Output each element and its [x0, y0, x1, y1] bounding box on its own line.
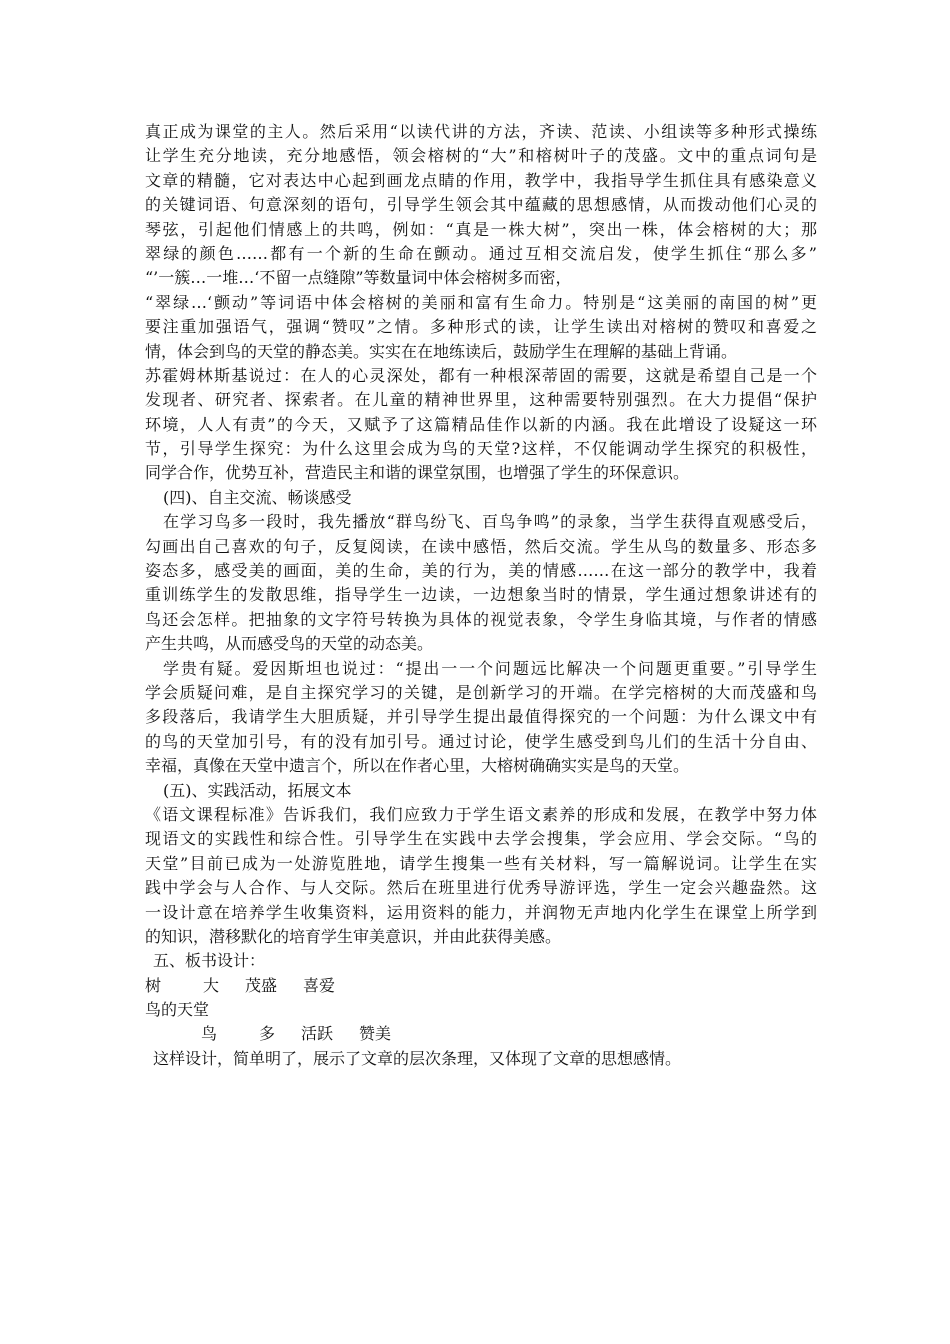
text-line: 学贵有疑。爱因斯坦也说过：“提出一一个问题远比解决一个问题更重要。”引导学生 — [163, 658, 817, 678]
document-body — [145, 120, 817, 1071]
board-word: 喜爱 — [303, 975, 336, 995]
board-word: 赞美 — [359, 1024, 392, 1044]
board-word: 茂盛 — [245, 975, 278, 995]
text-line: 的鸟的天堂加引号，有的没有加引号。通过讨论，使学生感受到鸟儿们的生活十分自由、 — [145, 731, 817, 751]
text-line: 学会质疑问难，是自主探究学习的关键，是创新学习的开端。在学完榕树的大而茂盛和鸟 — [145, 682, 817, 702]
text-line: 翠绿的颜色……都有一个新的生命在颤动。通过互相交流启发，使学生抓住“那么多” — [145, 243, 817, 263]
text-line: 让学生充分地读，充分地感悟，领会榕树的“大”和榕树叶子的茂盛。文中的重点词句是 — [145, 146, 817, 166]
paragraph-questioning — [145, 657, 817, 779]
text-line: 现语文的实践性和综合性。引导学生在实践中去学会搜集，学会应用、学会交际。“鸟的 — [145, 829, 817, 849]
text-line: 文章的精髓，它对表达中心起到画龙点睛的作用，教学中，我指导学生抓住具有感染意义 — [145, 170, 817, 190]
text-line: 《语文课程标准》告诉我们，我们应致力于学生语文素养的形成和发展，在教学中努力体 — [145, 804, 817, 824]
board-row-title — [145, 998, 817, 1022]
text-line: 一设计意在培养学生收集资料，运用资料的能力，并润物无声地内化学生在课堂上所学到 — [145, 902, 817, 922]
text-line: 节，引导学生探究：为什么这里会成为鸟的天堂?这样，不仅能调动学生探究的积极性， — [145, 439, 817, 459]
text-line: 要注重加强语气，强调“赞叹”之情。多种形式的读，让学生读出对榕树的赞叹和喜爱之 — [145, 317, 817, 337]
text-line: 姿态多，感受美的画面，美的生命，美的行为，美的情感……在这一部分的教学中，我着 — [145, 561, 817, 581]
text-line: 重训练学生的发散思维，指导学生一边读，一边想象当时的情景，学生通过想象讲述有的 — [145, 585, 817, 605]
text-line: 发现者、研究者、探索者。在儿童的精神世界里，这种需要特别强烈。在大力提倡“保护 — [145, 390, 817, 410]
text-line: 鸟还会怎样。把抽象的文字符号转换为具体的视觉表象，令学生身临其境，与作者的情感 — [145, 609, 817, 629]
text-line: 在学习鸟多一段时，我先播放“群鸟纷飞、百鸟争鸣”的录象，当学生获得直观感受后， — [163, 512, 817, 532]
paragraph-practice-activity — [145, 803, 817, 949]
board-design — [145, 974, 817, 1047]
board-word: 多 — [259, 1024, 276, 1044]
text-line: 多段落后，我请学生大胆质疑，并引导学生提出最值得探究的一个问题：为什么课文中有 — [145, 707, 817, 727]
paragraph-bird-section — [145, 510, 817, 656]
board-word: 鸟 — [201, 1024, 218, 1044]
board-title: 鸟的天堂 — [145, 1000, 210, 1020]
text-line: 的关键词语、句意深刻的语句，引导学生领会其中蕴藏的思想感情，从而拨动他们心灵的 — [145, 195, 817, 215]
board-row-bird — [145, 1022, 817, 1046]
board-word: 活跃 — [301, 1024, 334, 1044]
section-heading-five: (五)、实践活动，拓展文本 — [163, 780, 352, 800]
board-word: 大 — [203, 975, 220, 995]
text-line: 天堂”目前已成为一处游览胜地，请学生搜集一些有关材料，写一篇解说词。让学生在实 — [145, 853, 817, 873]
text-line: “翠绿…‘颤动”等词语中体会榕树的美丽和富有生命力。特别是“这美丽的南国的树”更 — [145, 292, 817, 312]
board-design-heading: 五、板书设计： — [153, 951, 266, 971]
section-heading-four: (四)、自主交流、畅谈感受 — [163, 487, 352, 507]
text-line: 勾画出自己喜欢的句子，反复阅读，在读中感悟，然后交流。学生从鸟的数量多、形态多 — [145, 536, 817, 556]
closing-sentence: 这样设计，简单明了，展示了文章的层次条理，又体现了文章的思想感情。 — [153, 1048, 682, 1068]
text-line: 苏霍姆林斯基说过：在人的心灵深处，都有一种根深蒂固的需要，这就是希望自己是一个 — [145, 365, 817, 385]
board-row-tree — [145, 974, 817, 998]
text-line: 真正成为课堂的主人。然后采用“以读代讲的方法，齐读、范读、小组读等多种形式操练 — [145, 122, 817, 141]
text-line: “’一簇…一堆…‘不留一点缝隙”等数量词中体会榕树多而密， — [145, 268, 572, 288]
text-line: 的知识，潜移默化的培育学生审美意识，并由此获得美感。 — [145, 926, 562, 946]
text-line: 践中学会与人合作、与人交际。然后在班里进行优秀导游评选，学生一定会兴趣盎然。这 — [145, 878, 817, 898]
board-word: 树 — [145, 975, 162, 995]
text-line: 琴弦，引起他们情感上的共鸣，例如：“真是一株大树”，突出一株，体会榕树的大；那 — [145, 219, 817, 239]
text-line: 情，体会到鸟的天堂的静态美。实实在在地练读后，鼓励学生在理解的基础上背诵。 — [145, 341, 738, 361]
text-line: 幸福，真像在天堂中遗言个，所以在作者心里，大榕树确确实实是鸟的天堂。 — [145, 756, 690, 776]
text-line: 同学合作，优势互补，营造民主和谐的课堂氛围，也增强了学生的环保意识。 — [145, 463, 690, 483]
paragraph-inquiry — [145, 364, 817, 486]
paragraph-reading-practice — [145, 120, 817, 364]
text-line: 产生共鸣，从而感受鸟的天堂的动态美。 — [145, 634, 434, 654]
text-line: 环境，人人有责”的今天，又赋予了这篇精品佳作以新的内涵。我在此增设了设疑这一环 — [145, 414, 817, 434]
